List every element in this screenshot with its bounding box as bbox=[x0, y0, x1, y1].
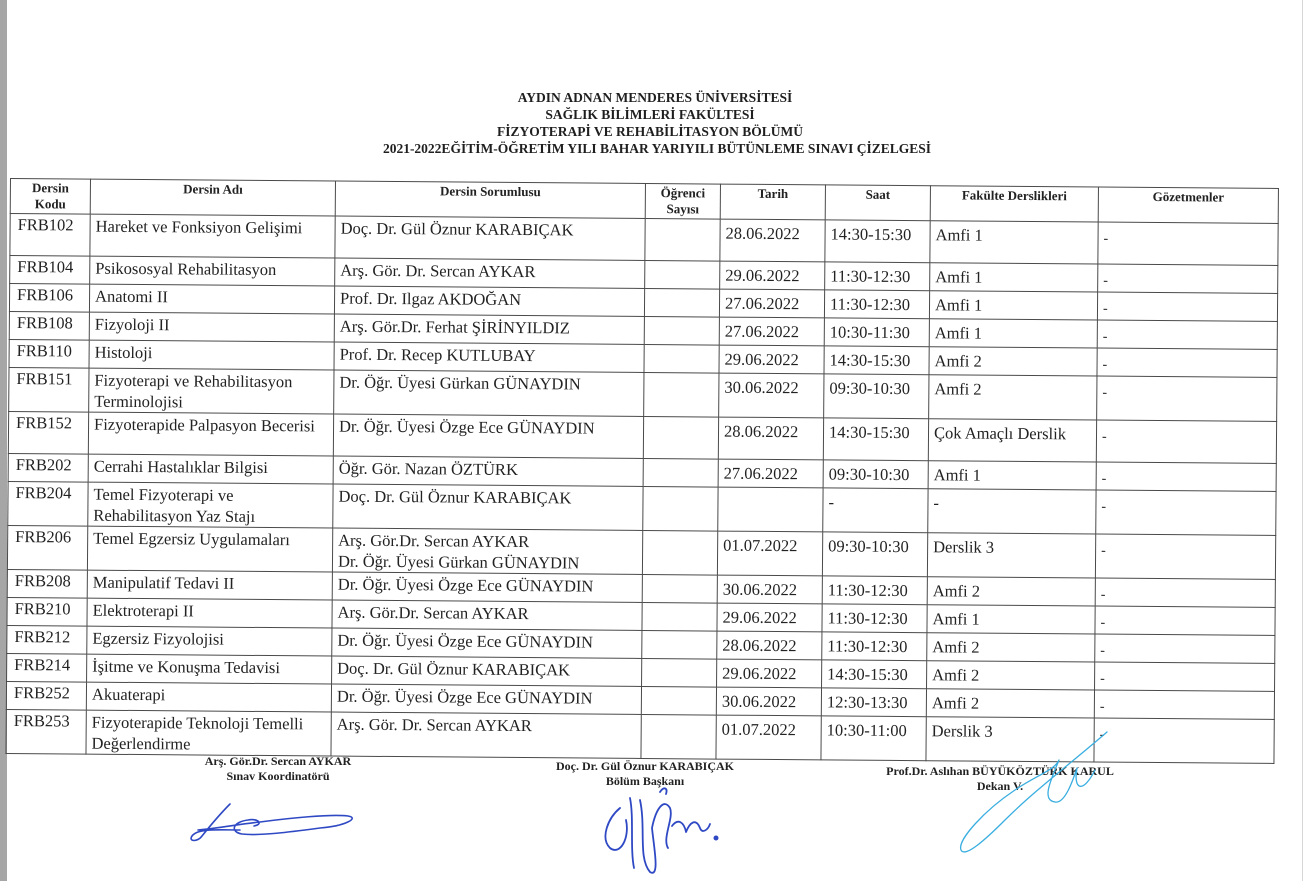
col-header-code: Dersin Kodu bbox=[10, 179, 90, 215]
exam-room-cell: Derslik 3 bbox=[927, 533, 1095, 578]
exam-room-cell: Amfi 1 bbox=[930, 263, 1098, 292]
supervisors-cell: - bbox=[1098, 222, 1278, 265]
student-count-cell bbox=[643, 416, 718, 459]
exam-date-cell: 29.06.2022 bbox=[717, 659, 822, 688]
course-code-cell: FRB206 bbox=[7, 525, 87, 570]
course-code-cell: FRB104 bbox=[10, 256, 90, 285]
exam-date-cell: 30.06.2022 bbox=[716, 687, 821, 716]
exam-date-cell: 28.06.2022 bbox=[717, 631, 822, 660]
course-name-cell: Akuaterapi bbox=[86, 682, 331, 712]
signer-role: Bölüm Başkanı bbox=[605, 774, 685, 788]
course-code-cell: FRB253 bbox=[6, 709, 86, 754]
signer-name: Arş. Gör.Dr. Sercan AYKAR bbox=[204, 754, 352, 768]
exam-room-cell: Amfi 2 bbox=[929, 375, 1097, 420]
responsible-cell: Dr. Öğr. Üyesi Özge Ece GÜNAYDIN bbox=[332, 572, 642, 602]
exam-date-cell bbox=[718, 487, 823, 532]
col-header-name: Dersin Adı bbox=[90, 179, 335, 216]
exam-room-cell: Amfi 1 bbox=[929, 291, 1097, 320]
course-code-cell: FRB252 bbox=[6, 681, 86, 710]
course-code-cell: FRB214 bbox=[7, 653, 87, 682]
exam-time-cell: 11:30-12:30 bbox=[824, 290, 929, 319]
course-code-cell: FRB210 bbox=[7, 597, 87, 626]
exam-time-cell: 09:30-10:30 bbox=[822, 532, 927, 577]
course-code-cell: FRB202 bbox=[8, 453, 88, 482]
course-name-cell: İşitme ve Konuşma Tedavisi bbox=[87, 654, 332, 684]
supervisors-cell: - bbox=[1097, 320, 1277, 349]
course-name-cell: Fizyoterapide Teknoloji Temelli Değerlendirme bbox=[86, 710, 331, 756]
course-code-cell: FRB108 bbox=[9, 311, 89, 340]
exam-room-cell: Çok Amaçlı Derslik bbox=[928, 419, 1096, 462]
course-name-cell: Manipulatif Tedavi II bbox=[87, 570, 332, 600]
signer-name: Prof.Dr. Aslıhan BÜYÜKÖZTÜRK KARUL bbox=[886, 764, 1114, 778]
course-code-cell: FRB151 bbox=[9, 367, 89, 412]
exam-room-cell: Amfi 2 bbox=[927, 577, 1095, 606]
exam-date-cell: 27.06.2022 bbox=[719, 317, 824, 346]
supervisors-cell: - bbox=[1094, 718, 1274, 763]
course-code-cell: FRB152 bbox=[8, 411, 88, 454]
responsible-cell: Dr. Öğr. Üyesi Gürkan GÜNAYDIN bbox=[334, 370, 644, 416]
exam-date-cell: 30.06.2022 bbox=[717, 575, 822, 604]
student-count-cell bbox=[641, 714, 716, 759]
course-name-cell: Temel Egzersiz Uygulamaları bbox=[87, 526, 332, 572]
col-header-students: Öğrenci Sayısı bbox=[645, 183, 720, 219]
course-name-cell: Fizyoloji II bbox=[89, 312, 334, 342]
responsible-cell: Dr. Öğr. Üyesi Özge Ece GÜNAYDIN bbox=[331, 684, 641, 714]
responsible-cell: Öğr. Gör. Nazan ÖZTÜRK bbox=[333, 456, 643, 486]
exam-time-cell: 14:30-15:30 bbox=[824, 346, 929, 375]
supervisors-cell: - bbox=[1095, 534, 1275, 579]
faculty-name: SAĞLIK BİLİMLERİ FAKÜLTESİ bbox=[545, 107, 755, 122]
responsible-cell: Prof. Dr. Recep KUTLUBAY bbox=[334, 342, 644, 372]
exam-room-cell: Derslik 3 bbox=[926, 717, 1094, 762]
responsible-name: Dr. Öğr. Üyesi Gürkan GÜNAYDIN bbox=[337, 551, 580, 573]
course-name-cell: Fizyoterapi ve Rehabilitasyon Terminolojisi bbox=[89, 368, 334, 414]
exam-room-cell: Amfi 2 bbox=[929, 347, 1097, 376]
exam-time-cell: 11:30-12:30 bbox=[822, 604, 927, 633]
responsible-cell: Dr. Öğr. Üyesi Özge Ece GÜNAYDIN bbox=[332, 628, 642, 658]
supervisors-cell: - bbox=[1096, 462, 1276, 491]
supervisors-cell: - bbox=[1094, 690, 1274, 719]
course-code-cell: FRB102 bbox=[10, 214, 90, 257]
supervisors-cell: - bbox=[1097, 376, 1277, 421]
exam-schedule-table bbox=[5, 178, 1278, 764]
course-name-cell: Cerrahi Hastalıklar Bilgisi bbox=[88, 454, 333, 484]
university-name: AYDIN ADNAN MENDERES ÜNİVERSİTESİ bbox=[517, 90, 793, 105]
course-name-cell: Elektroterapi II bbox=[87, 598, 332, 628]
handwritten-signature-dean bbox=[955, 730, 1115, 860]
supervisors-cell: - bbox=[1095, 578, 1275, 607]
handwritten-signature-head bbox=[590, 778, 730, 878]
course-name-cell: Psikososyal Rehabilitasyon bbox=[90, 256, 335, 286]
exam-time-cell: 11:30-12:30 bbox=[822, 632, 927, 661]
handwritten-signature-coordinator bbox=[180, 800, 380, 850]
student-count-cell bbox=[642, 630, 717, 659]
student-count-cell bbox=[643, 486, 718, 531]
exam-time-cell: 09:30-10:30 bbox=[823, 460, 928, 489]
responsible-cell: Doç. Dr. Gül Öznur KARABIÇAK bbox=[332, 656, 642, 686]
exam-date-cell: 01.07.2022 bbox=[717, 531, 822, 576]
course-name-cell: Hareket ve Fonksiyon Gelişimi bbox=[90, 214, 335, 258]
exam-time-cell: 14:30-15:30 bbox=[822, 660, 927, 689]
student-count-cell bbox=[642, 658, 717, 687]
responsible-name: Arş. Gör.Dr. Sercan AYKAR bbox=[338, 530, 530, 552]
signer-role: Sınav Koordinatörü bbox=[226, 769, 330, 783]
student-count-cell bbox=[641, 686, 716, 715]
exam-time-cell: 11:30-12:30 bbox=[825, 262, 930, 291]
course-name-cell: Fizyoterapide Palpasyon Becerisi bbox=[88, 412, 333, 456]
responsible-cell: Arş. Gör.Dr. Sercan AYKAR bbox=[332, 600, 642, 630]
supervisors-cell: - bbox=[1097, 292, 1277, 321]
responsible-cell: Dr. Öğr. Üyesi Özge Ece GÜNAYDIN bbox=[333, 414, 643, 458]
col-header-date: Tarih bbox=[720, 184, 825, 220]
exam-time-cell: 12:30-13:30 bbox=[821, 688, 926, 717]
exam-time-cell: 10:30-11:30 bbox=[824, 318, 929, 347]
exam-room-cell: Amfi 1 bbox=[929, 319, 1097, 348]
student-count-cell bbox=[642, 574, 717, 603]
exam-date-cell: 27.06.2022 bbox=[719, 289, 824, 318]
student-count-cell bbox=[644, 372, 719, 417]
exam-room-cell: Amfi 1 bbox=[930, 221, 1098, 264]
supervisors-cell: - bbox=[1096, 420, 1276, 463]
exam-time-cell: 11:30-12:30 bbox=[822, 576, 927, 605]
exam-date-cell: 30.06.2022 bbox=[719, 373, 824, 418]
signer-name: Doç. Dr. Gül Öznur KARABIÇAK bbox=[555, 759, 734, 773]
document-header bbox=[300, 89, 1000, 157]
student-count-cell bbox=[642, 530, 717, 575]
supervisors-cell: - bbox=[1098, 264, 1278, 293]
exam-room-cell: Amfi 1 bbox=[927, 605, 1095, 634]
exam-date-cell: 28.06.2022 bbox=[718, 417, 823, 460]
exam-time-cell: - bbox=[823, 488, 928, 533]
responsible-cell: Arş. Gör.Dr. Ferhat ŞİRİNYILDIZ bbox=[334, 314, 644, 344]
course-name-cell: Egzersiz Fizyolojisi bbox=[87, 626, 332, 656]
responsible-cell bbox=[332, 528, 642, 574]
supervisors-cell: - bbox=[1096, 490, 1276, 535]
department-name: FİZYOTERAPİ VE REHABİLİTASYON BÖLÜMÜ bbox=[497, 124, 803, 139]
course-name-cell: Temel Fizyoterapi ve Rehabilitasyon Yaz Stajı bbox=[88, 482, 333, 528]
exam-room-cell: Amfi 2 bbox=[927, 633, 1095, 662]
responsible-cell: Arş. Gör. Dr. Sercan AYKAR bbox=[335, 258, 645, 288]
col-header-supervisors: Gözetmenler bbox=[1098, 187, 1278, 223]
student-count-cell bbox=[643, 458, 718, 487]
responsible-cell: Doç. Dr. Gül Öznur KARABIÇAK bbox=[335, 216, 645, 260]
exam-date-cell: 29.06.2022 bbox=[717, 603, 822, 632]
supervisors-cell: - bbox=[1095, 606, 1275, 635]
student-count-cell bbox=[644, 288, 719, 317]
exam-date-cell: 01.07.2022 bbox=[716, 715, 821, 760]
document-title: 2021-2022EĞİTİM-ÖĞRETİM YILI BAHAR YARIYILI BÜTÜNLEME SINAVI ÇİZELGESİ bbox=[382, 141, 932, 156]
course-code-cell: FRB204 bbox=[8, 481, 88, 526]
student-count-cell bbox=[644, 344, 719, 373]
exam-date-cell: 29.06.2022 bbox=[720, 261, 825, 290]
course-name-cell: Anatomi II bbox=[89, 284, 334, 314]
exam-room-cell: - bbox=[928, 489, 1096, 534]
student-count-cell bbox=[645, 218, 720, 261]
course-code-cell: FRB208 bbox=[7, 569, 87, 598]
supervisors-cell: - bbox=[1095, 662, 1275, 691]
exam-date-cell: 29.06.2022 bbox=[719, 345, 824, 374]
exam-room-cell: Amfi 2 bbox=[927, 661, 1095, 690]
course-name-cell: Histoloji bbox=[89, 340, 334, 370]
course-code-cell: FRB106 bbox=[9, 284, 89, 313]
exam-room-cell: Amfi 2 bbox=[926, 689, 1094, 718]
exam-date-cell: 27.06.2022 bbox=[718, 459, 823, 488]
course-code-cell: FRB110 bbox=[9, 339, 89, 368]
student-count-cell bbox=[642, 602, 717, 631]
exam-time-cell: 09:30-10:30 bbox=[824, 374, 929, 419]
responsible-cell: Arş. Gör. Dr. Sercan AYKAR bbox=[331, 712, 641, 758]
col-header-room: Fakülte Derslikleri bbox=[930, 186, 1098, 222]
course-code-cell: FRB212 bbox=[7, 625, 87, 654]
exam-date-cell: 28.06.2022 bbox=[720, 219, 825, 262]
supervisors-cell: - bbox=[1097, 348, 1277, 377]
page-edge-line bbox=[1302, 0, 1303, 881]
student-count-cell bbox=[645, 260, 720, 289]
exam-time-cell: 10:30-11:00 bbox=[821, 716, 926, 761]
exam-time-cell: 14:30-15:30 bbox=[823, 418, 928, 461]
signer-role: Dekan V. bbox=[976, 779, 1024, 793]
responsible-cell: Prof. Dr. Ilgaz AKDOĞAN bbox=[334, 286, 644, 316]
responsible-cell: Doç. Dr. Gül Öznur KARABIÇAK bbox=[333, 484, 643, 530]
student-count-cell bbox=[644, 316, 719, 345]
supervisors-cell: - bbox=[1095, 634, 1275, 663]
exam-room-cell: Amfi 1 bbox=[928, 461, 1096, 490]
table-body bbox=[6, 214, 1278, 764]
col-header-time: Saat bbox=[825, 185, 930, 221]
col-header-responsible: Dersin Sorumlusu bbox=[335, 181, 645, 218]
signature-block-coordinator bbox=[178, 754, 378, 784]
exam-time-cell: 14:30-15:30 bbox=[825, 220, 930, 263]
